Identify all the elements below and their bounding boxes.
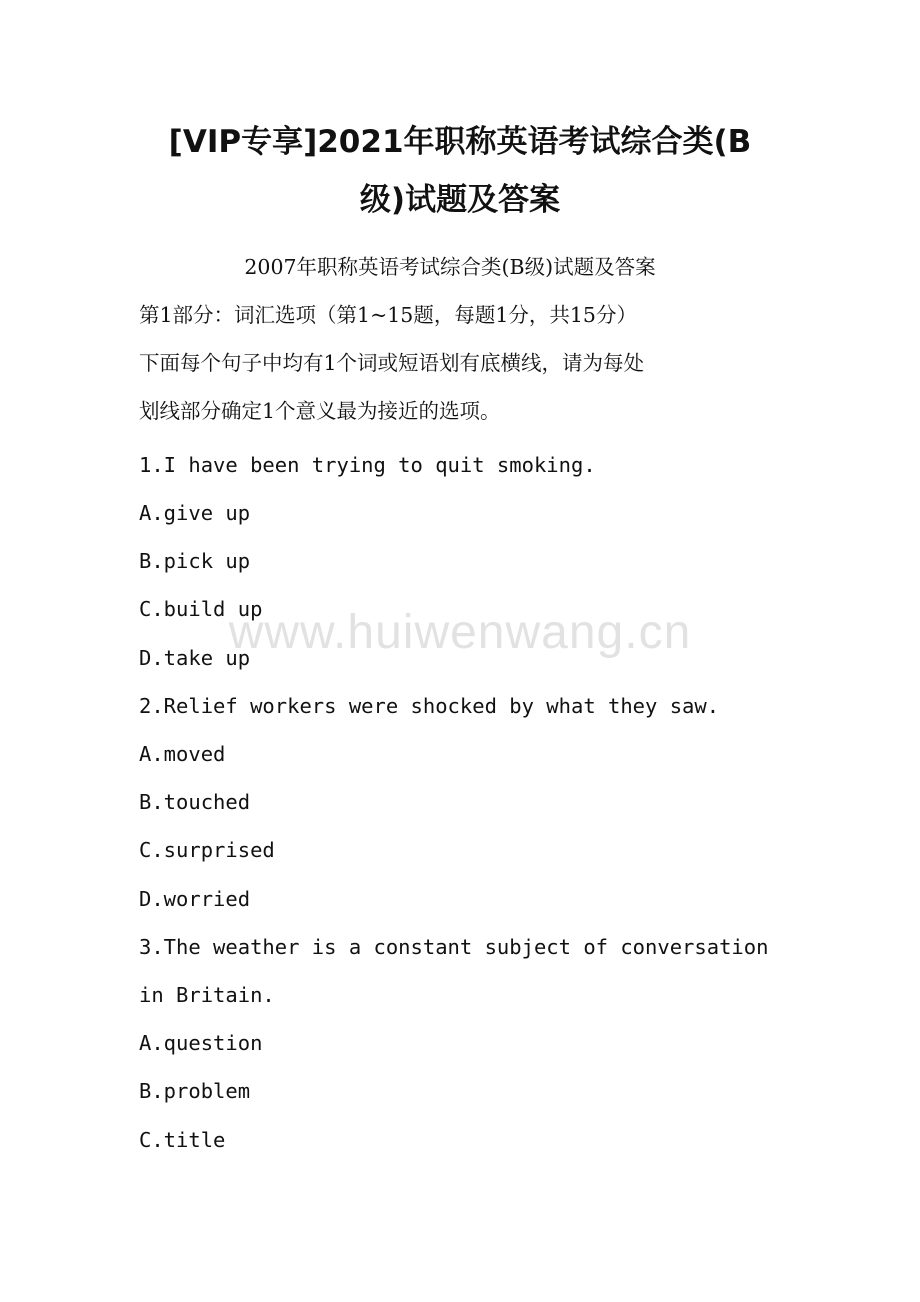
question-3-stem-line-2: in Britain. (139, 983, 275, 1007)
question-1-stem: 1.I have been trying to quit smoking. (139, 453, 596, 477)
document-title-line-2: 级)试题及答案 (359, 182, 561, 218)
question-3-stem-line-1: 3.The weather is a constant subject of conversation (139, 935, 769, 959)
watermark: www.huiwenwang.cn (228, 606, 692, 659)
question-2-stem: 2.Relief workers were shocked by what they saw. (139, 694, 720, 718)
question-3-option-c: C.title (139, 1128, 226, 1152)
question-2-option-a: A.moved (139, 742, 226, 766)
subtitle: 2007年职称英语考试综合类(B级)试题及答案 (244, 255, 656, 279)
question-2-option-c: C.surprised (139, 838, 275, 862)
instruction-line-1: 下面每个句子中均有1个词或短语划有底横线，请为每处 (139, 351, 645, 375)
instruction-line-2: 划线部分确定1个意义最为接近的选项。 (139, 399, 501, 423)
question-1-option-c: C.build up (139, 597, 263, 621)
question-1-option-b: B.pick up (139, 549, 251, 573)
question-3-option-b: B.problem (139, 1079, 251, 1103)
question-2-option-d: D.worried (139, 887, 251, 911)
question-2-option-b: B.touched (139, 790, 251, 814)
question-1-option-a: A.give up (139, 501, 251, 525)
question-3-option-a: A.question (139, 1031, 263, 1055)
question-1-option-d: D.take up (139, 646, 251, 670)
document-title-line-1: [VIP专享]2021年职称英语考试综合类(B (168, 124, 752, 160)
part-heading: 第1部分：词汇选项（第1~15题，每题1分，共15分） (139, 303, 637, 327)
